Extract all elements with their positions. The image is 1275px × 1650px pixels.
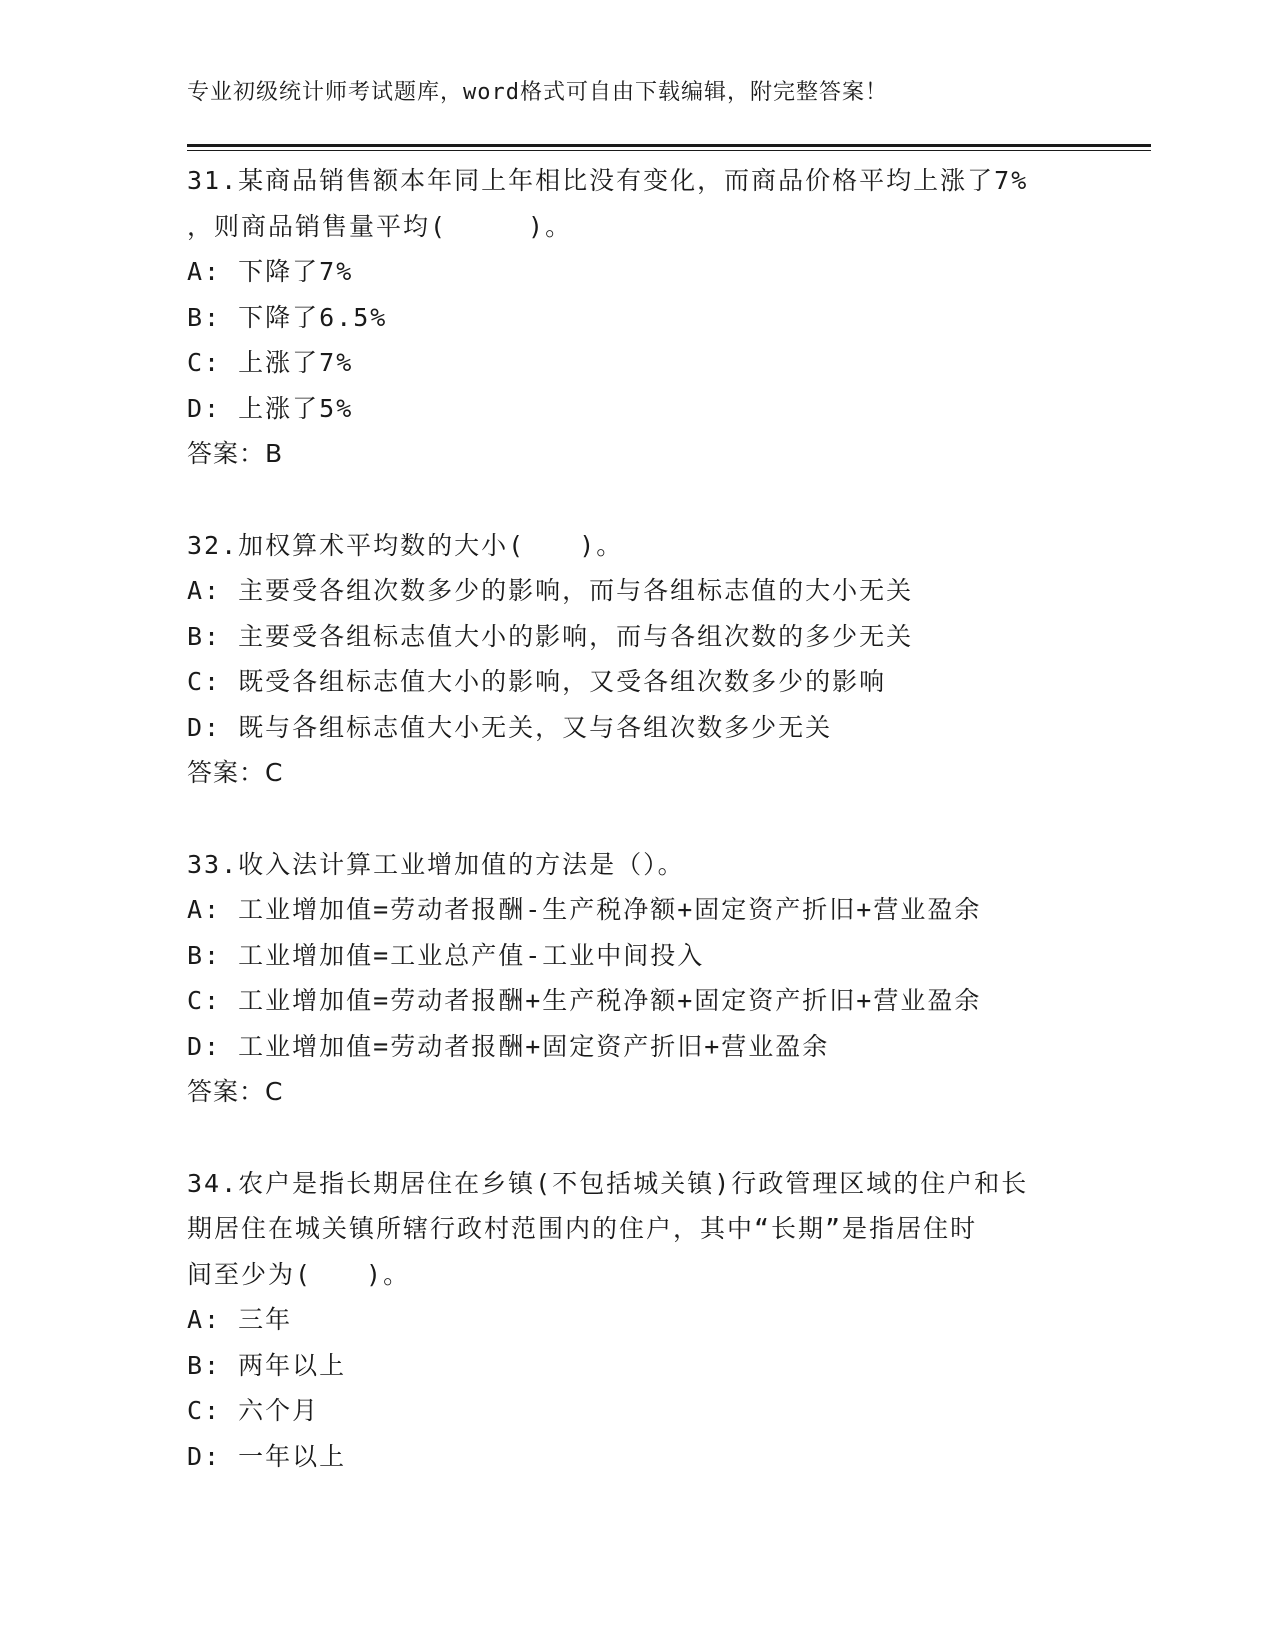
option-d: D: 上涨了5% bbox=[187, 393, 354, 423]
question-stem bbox=[187, 842, 1087, 888]
question-33 bbox=[187, 842, 1087, 1115]
option-d: D: 工业增加值=劳动者报酬+固定资产折旧+营业盈余 bbox=[187, 1031, 830, 1061]
question-stem bbox=[187, 158, 1087, 249]
question-stem bbox=[187, 1161, 1087, 1298]
option-a: A: 主要受各组次数多少的影响，而与各组标志值的大小无关 bbox=[187, 576, 914, 605]
stem-line: 间至少为( )。 bbox=[187, 1259, 411, 1289]
question-stem bbox=[187, 523, 1087, 569]
option-a: A: 下降了7% bbox=[187, 257, 354, 286]
option-c: C: 上涨了7% bbox=[187, 348, 354, 377]
answer: 答案：B bbox=[187, 439, 284, 468]
stem-line: 32.加权算术平均数的大小( )。 bbox=[187, 530, 624, 560]
header-divider-thin bbox=[187, 150, 1151, 151]
option-b: B: 两年以上 bbox=[187, 1350, 347, 1380]
option-d: D: 一年以上 bbox=[187, 1441, 347, 1471]
option-a: A: 工业增加值=劳动者报酬-生产税净额+固定资产折旧+营业盈余 bbox=[187, 895, 982, 924]
header-divider-thick bbox=[187, 144, 1151, 147]
stem-line: 34.农户是指长期居住在乡镇(不包括城关镇)行政管理区域的住户和长 bbox=[187, 1168, 1029, 1198]
stem-line: ，则商品销售量平均( )。 bbox=[187, 211, 573, 241]
answer: 答案：C bbox=[187, 758, 284, 787]
page-header: 专业初级统计师考试题库，word格式可自由下载编辑，附完整答案！ bbox=[187, 80, 888, 105]
option-b: B: 工业增加值=工业总产值-工业中间投入 bbox=[187, 940, 705, 970]
question-31 bbox=[187, 158, 1087, 477]
stem-line: 期居住在城关镇所辖行政村范围内的住户，其中“长期”是指居住时 bbox=[187, 1214, 978, 1243]
stem-line: 33.收入法计算工业增加值的方法是（）。 bbox=[187, 849, 685, 879]
option-c: C: 工业增加值=劳动者报酬+生产税净额+固定资产折旧+营业盈余 bbox=[187, 986, 982, 1015]
option-b: B: 主要受各组标志值大小的影响，而与各组次数的多少无关 bbox=[187, 621, 914, 651]
option-d: D: 既与各组标志值大小无关，又与各组次数多少无关 bbox=[187, 712, 833, 742]
option-c: C: 既受各组标志值大小的影响，又受各组次数多少的影响 bbox=[187, 667, 887, 696]
stem-line: 31.某商品销售额本年同上年相比没有变化，而商品价格平均上涨了7% bbox=[187, 166, 1029, 195]
option-a: A: 三年 bbox=[187, 1305, 293, 1334]
answer: 答案：C bbox=[187, 1077, 284, 1106]
question-list bbox=[187, 158, 1087, 1525]
option-c: C: 六个月 bbox=[187, 1396, 320, 1425]
question-34 bbox=[187, 1161, 1087, 1480]
question-32 bbox=[187, 523, 1087, 796]
option-b: B: 下降了6.5% bbox=[187, 302, 388, 332]
